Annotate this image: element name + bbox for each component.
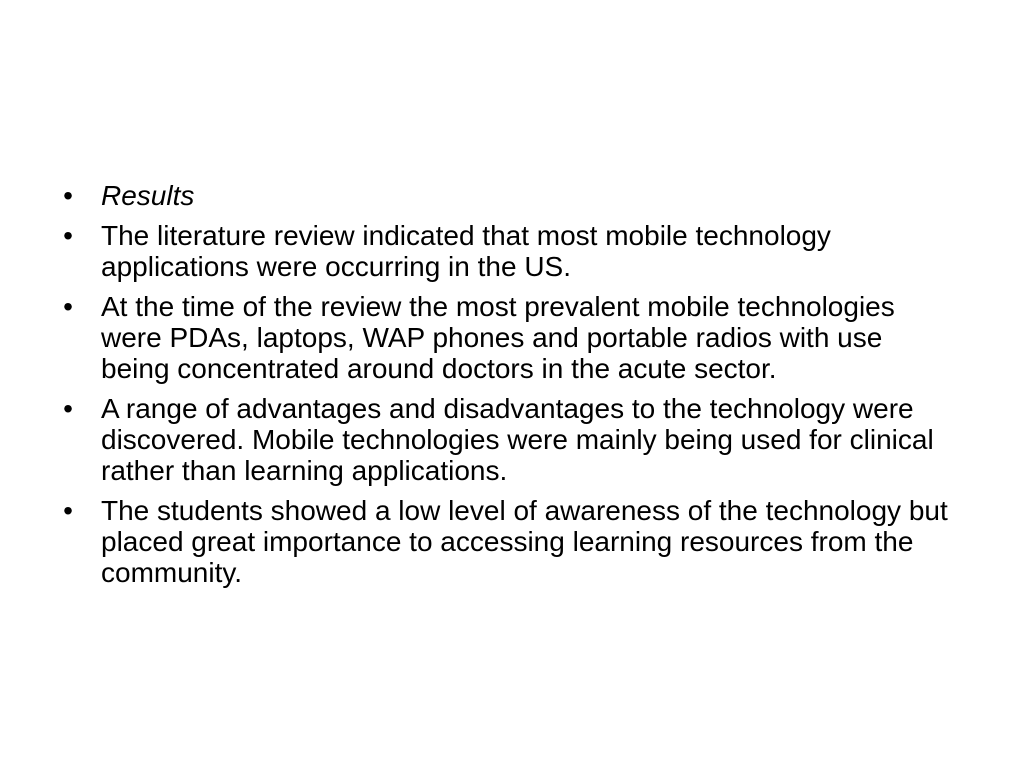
bullet-item-student-awareness xyxy=(58,495,958,588)
bullet-icon: • xyxy=(63,180,73,211)
bullet-item-results xyxy=(58,180,958,211)
bullet-item-advantages xyxy=(58,393,958,486)
bullet-item-prevalent-technologies xyxy=(58,291,958,384)
bullet-item-literature-review xyxy=(58,220,958,282)
bullet-list xyxy=(58,180,958,597)
bullet-text: At the time of the review the most prevalent mobile technologies were PDAs, laptops, WAP phones and portable radios with use being concentrated around doctors in the acute sector. xyxy=(101,291,895,384)
bullet-text: The students showed a low level of awareness of the technology but placed great importance to accessing learning resources from the community. xyxy=(101,495,948,588)
bullet-text: Results xyxy=(101,180,195,211)
bullet-text: The literature review indicated that most mobile technology applications were occurring in the US. xyxy=(101,220,831,282)
bullet-icon: • xyxy=(63,220,73,251)
bullet-icon: • xyxy=(63,291,73,322)
bullet-icon: • xyxy=(63,393,73,424)
bullet-icon: • xyxy=(63,495,73,526)
bullet-text: A range of advantages and disadvantages to the technology were discovered. Mobile technologies were mainly being used for clinical rather than learning applications. xyxy=(101,393,934,486)
